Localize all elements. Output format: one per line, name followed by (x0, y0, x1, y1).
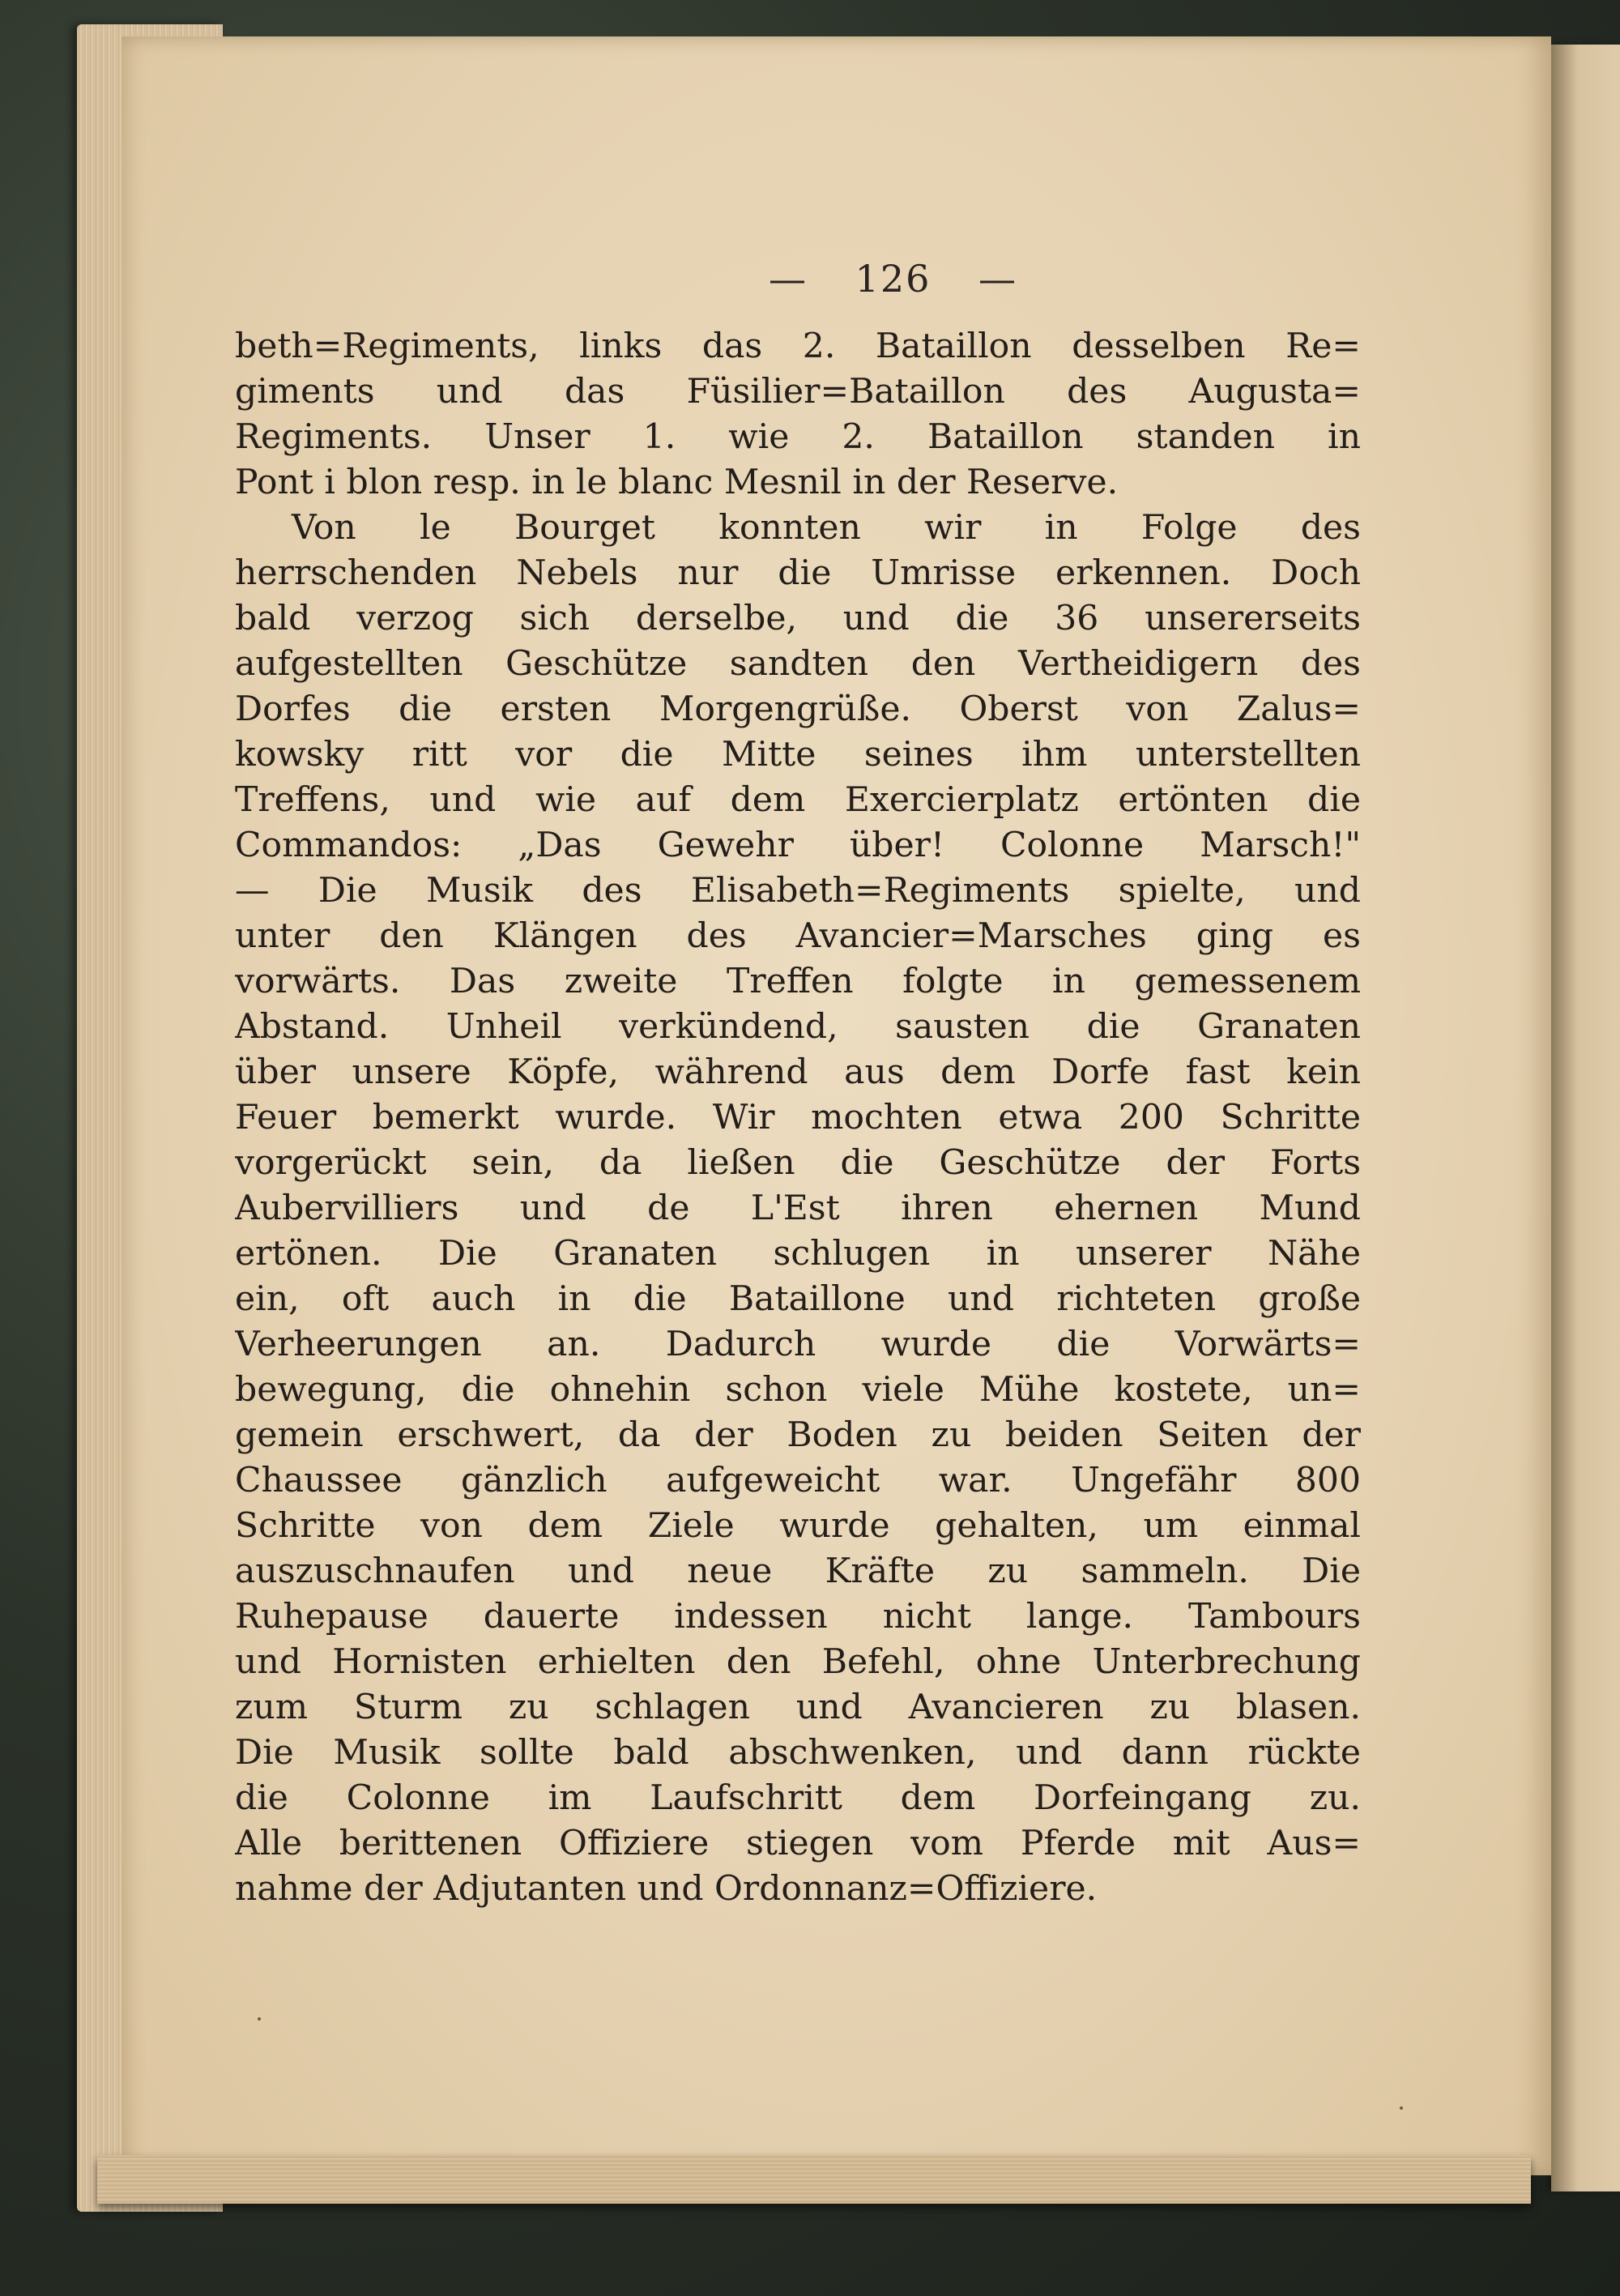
body-text (235, 324, 1361, 1912)
text-line: ein, oft auch in die Bataillone und richteten große (235, 1279, 1361, 1319)
text-line: Dorfes die ersten Morgengrüße. Oberst von Zalus= (235, 689, 1361, 729)
text-line: Aubervilliers und de L'Est ihren ehernen Mund (235, 1189, 1361, 1228)
text-line: aufgestellten Geschütze sandten den Vertheidigern des (235, 644, 1361, 684)
text-line: Ruhepause dauerte indessen nicht lange. Tambours (235, 1597, 1361, 1637)
text-line: — Die Musik des Elisabeth=Regiments spielte, und (235, 871, 1361, 911)
text-line: Von le Bourget konnten wir in Folge des (292, 508, 1361, 548)
text-line: giments und das Füsilier=Bataillon des Augusta= (235, 372, 1361, 412)
text-line: Commandos: „Das Gewehr über! Colonne Marsch!" (235, 826, 1361, 865)
text-line: Regiments. Unser 1. wie 2. Bataillon standen in (235, 417, 1361, 457)
text-line: nahme der Adjutanten und Ordonnanz=Offiziere. (235, 1869, 1098, 1909)
paper-speck (1400, 2106, 1403, 2110)
text-line: Die Musik sollte bald abschwenken, und dann rückte (235, 1733, 1361, 1773)
book-bottom-edges (97, 2155, 1531, 2204)
text-line: Alle berittenen Offiziere stiegen vom Pferde mit Aus= (235, 1824, 1361, 1863)
text-line: Treffens, und wie auf dem Exercierplatz ertönten die (235, 780, 1361, 820)
text-line: und Hornisten erhielten den Befehl, ohne Unterbrechung (235, 1642, 1361, 1682)
text-line: die Colonne im Laufschritt dem Dorfeingang zu. (235, 1778, 1361, 1818)
text-line: Schritte von dem Ziele wurde gehalten, um einmal (235, 1506, 1361, 1546)
text-line: vorwärts. Das zweite Treffen folgte in gemessenem (235, 962, 1361, 1001)
text-line: Feuer bemerkt wurde. Wir mochten etwa 200 Schritte (235, 1098, 1361, 1137)
text-line: bald verzog sich derselbe, und die 36 unsererseits (235, 599, 1361, 638)
text-line: Chaussee gänzlich aufgeweicht war. Ungefähr 800 (235, 1461, 1361, 1500)
text-line: Verheerungen an. Dadurch wurde die Vorwärts= (235, 1325, 1361, 1364)
text-line: unter den Klängen des Avancier=Marsches ging es (235, 916, 1361, 956)
paper-speck (258, 2017, 261, 2021)
facing-page-edge (1551, 45, 1620, 2191)
text-line: herrschenden Nebels nur die Umrisse erkennen. Doch (235, 553, 1361, 593)
page-number-header (122, 257, 1551, 301)
text-line: kowsky ritt vor die Mitte seines ihm unterstellten (235, 735, 1361, 775)
page-number-dash-left: — (768, 257, 808, 301)
text-line: bewegung, die ohnehin schon viele Mühe kostete, un= (235, 1370, 1361, 1410)
text-line: Pont i blon resp. in le blanc Mesnil in der Reserve. (235, 463, 1119, 502)
page-number: 126 (855, 257, 932, 301)
text-line: zum Sturm zu schlagen und Avancieren zu blasen. (235, 1688, 1361, 1727)
page-number-dash-right: — (978, 257, 1018, 301)
text-line: ertönen. Die Granaten schlugen in unserer Nähe (235, 1234, 1361, 1274)
text-line: vorgerückt sein, da ließen die Geschütze der Forts (235, 1143, 1361, 1183)
text-line: gemein erschwert, da der Boden zu beiden Seiten der (235, 1415, 1361, 1455)
text-line: Abstand. Unheil verkündend, sausten die Granaten (235, 1007, 1361, 1047)
text-line: beth=Regiments, links das 2. Bataillon desselben Re= (235, 326, 1361, 366)
text-line: über unsere Köpfe, während aus dem Dorfe fast kein (235, 1052, 1361, 1092)
text-line: auszuschnaufen und neue Kräfte zu sammeln. Die (235, 1551, 1361, 1591)
